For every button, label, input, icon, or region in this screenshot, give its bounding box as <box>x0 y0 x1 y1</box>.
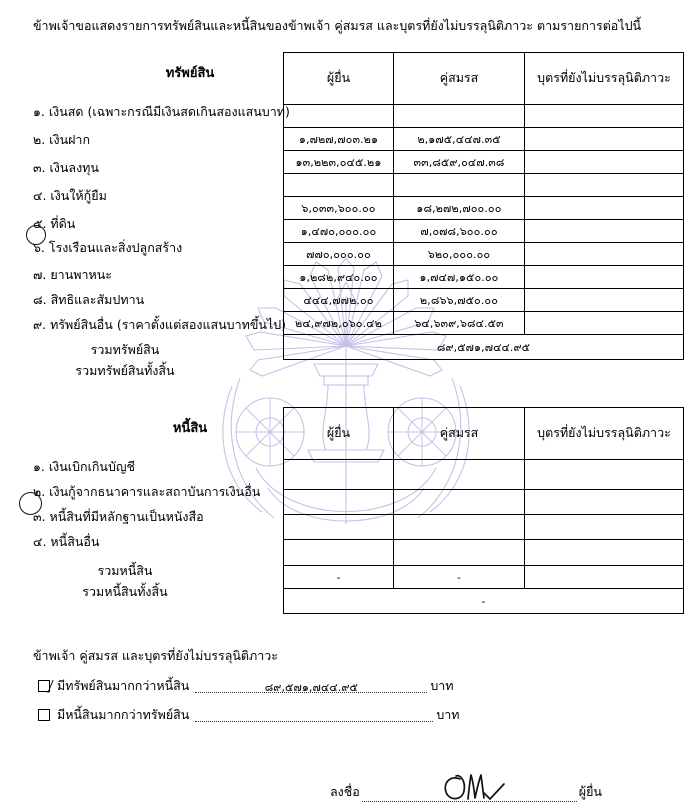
table-row <box>284 490 684 515</box>
liabilities-grand-total-label: รวมหนี้สินทั้งสิ้น <box>82 584 168 599</box>
table-row <box>284 515 684 540</box>
assets-exceed-amount-value: ๘๙,๕๗๑,๗๔๔.๙๕ <box>264 680 358 694</box>
table-row <box>284 128 684 151</box>
declaration-option-debts-row[interactable] <box>38 705 460 725</box>
asset-value-spouse: ๒,๘๖๖,๗๕๐.๐๐ <box>394 289 525 312</box>
table-row <box>284 289 684 312</box>
asset-value-spouse <box>394 105 525 128</box>
assets-total-children <box>525 312 684 335</box>
table-row <box>284 460 684 490</box>
assets-total-label: รวมทรัพย์สิน <box>90 342 160 357</box>
table-row <box>284 540 684 566</box>
signature-input-line[interactable] <box>362 788 577 802</box>
assets-table-header-row <box>284 53 684 105</box>
table-row <box>284 105 684 128</box>
liability-value-children <box>525 540 684 566</box>
liability-value-spouse <box>394 540 525 566</box>
liability-value-applicant <box>284 490 394 515</box>
assets-section-heading: ทรัพย์สิน <box>165 66 215 81</box>
signature-row <box>330 782 602 802</box>
asset-value-applicant: ๑,๒๘๒,๙๔๐.๐๐ <box>284 266 394 289</box>
asset-value-applicant: ๑,๗๒๗,๗๐๓.๒๑ <box>284 128 394 151</box>
liabilities-table <box>283 407 684 614</box>
liabilities-row-label-list <box>0 455 280 615</box>
asset-row-label: ๙. ทรัพย์สินอื่น (ราคาตั้งแต่สองแสนบาทขึ้นไป) <box>33 317 287 332</box>
liability-value-applicant <box>284 515 394 540</box>
checkbox-assets-exceed-debts[interactable] <box>38 680 50 692</box>
assets-grand-total-row <box>284 335 684 360</box>
liability-value-children <box>525 490 684 515</box>
asset-value-children <box>525 243 684 266</box>
asset-value-children <box>525 220 684 243</box>
handwritten-circle-asset-row-6 <box>26 225 46 245</box>
asset-row-label: ๗. ยานพาหนะ <box>33 267 112 282</box>
asset-value-children <box>525 174 684 197</box>
handwritten-signature <box>440 771 510 803</box>
liabilities-table-header-row <box>284 408 684 460</box>
currency-unit-label: บาท <box>436 707 460 722</box>
asset-value-applicant <box>284 105 394 128</box>
assets-grand-total-value: ๘๙,๕๗๑,๗๔๔.๙๕ <box>284 335 684 360</box>
liability-value-spouse <box>394 460 525 490</box>
asset-value-applicant: ๗๗๐,๐๐๐.๐๐ <box>284 243 394 266</box>
liability-row-label: ๔. หนี้สินอื่น <box>33 534 100 549</box>
asset-value-children <box>525 105 684 128</box>
table-row <box>284 151 684 174</box>
column-header-applicant: ผู้ยื่น <box>284 408 394 460</box>
liabilities-total-spouse: - <box>394 566 525 589</box>
liability-value-applicant <box>284 540 394 566</box>
asset-value-applicant <box>284 174 394 197</box>
asset-row-label: ๔. เงินให้กู้ยืม <box>33 188 107 203</box>
asset-value-spouse: ๑๘,๒๗๒,๗๐๐.๐๐ <box>394 197 525 220</box>
asset-value-children <box>525 197 684 220</box>
asset-value-spouse: ๖๒๐,๐๐๐.๐๐ <box>394 243 525 266</box>
asset-row-label: ๘. สิทธิและสัมปทาน <box>33 292 145 307</box>
asset-value-children <box>525 266 684 289</box>
checkbox-debts-label: มีหนี้สินมากกว่าทรัพย์สิน <box>57 707 190 722</box>
asset-value-applicant: ๔๔๔,๗๗๒.๐๐ <box>284 289 394 312</box>
checkbox-debts-exceed-assets[interactable] <box>38 709 50 721</box>
table-row <box>284 243 684 266</box>
assets-exceed-amount-field[interactable] <box>195 680 427 693</box>
column-header-applicant: ผู้ยื่น <box>284 53 394 105</box>
asset-value-spouse <box>394 174 525 197</box>
assets-total-row <box>284 312 684 335</box>
declaration-option-assets-row[interactable] <box>38 676 454 696</box>
table-row <box>284 220 684 243</box>
liability-row-label: ๓. หนี้สินที่มีหลักฐานเป็นหนังสือ <box>33 509 204 524</box>
asset-value-spouse: ๗,๐๗๘,๖๐๐.๐๐ <box>394 220 525 243</box>
liability-value-children <box>525 460 684 490</box>
currency-unit-label: บาท <box>430 678 454 693</box>
liability-value-applicant <box>284 460 394 490</box>
signature-label: ลงชื่อ <box>330 784 360 799</box>
signature-suffix-label: ผู้ยื่น <box>578 784 602 799</box>
asset-value-applicant: ๖,๐๓๓,๖๐๐.๐๐ <box>284 197 394 220</box>
asset-value-applicant: ๑,๔๗๐,๐๐๐.๐๐ <box>284 220 394 243</box>
asset-value-spouse: ๓๓,๘๕๙,๐๔๗.๓๘ <box>394 151 525 174</box>
checkbox-assets-label: มีทรัพย์สินมากกว่าหนี้สิน <box>57 678 190 693</box>
asset-value-children <box>525 289 684 312</box>
assets-total-spouse: ๖๔,๖๓๙,๖๘๔.๕๓ <box>394 312 525 335</box>
asset-value-applicant: ๑๓,๒๒๓,๐๔๕.๒๑ <box>284 151 394 174</box>
column-header-children: บุตรที่ยังไม่บรรลุนิติภาวะ <box>525 408 684 460</box>
asset-row-label: ๑. เงินสด (เฉพาะกรณีมีเงินสดเกินสองแสนบาท) <box>33 104 290 119</box>
table-row <box>284 197 684 220</box>
declaration-intro-text: ข้าพเจ้า คู่สมรส และบุตรที่ยังไม่บรรลุนิติภาวะ <box>33 648 279 663</box>
liabilities-total-row <box>284 566 684 589</box>
column-header-spouse: คู่สมรส <box>394 53 525 105</box>
asset-row-label: ๕. ที่ดิน <box>33 216 76 231</box>
debts-exceed-amount-field[interactable] <box>195 709 433 722</box>
form-intro-text: ข้าพเจ้าขอแสดงรายการทรัพย์สินและหนี้สินของข้าพเจ้า คู่สมรส และบุตรที่ยังไม่บรรลุนิติภาวะ ตามรายการต่อไปนี้ <box>33 18 642 33</box>
column-header-spouse: คู่สมรส <box>394 408 525 460</box>
assets-total-applicant: ๒๔,๙๗๒,๐๖๐.๔๒ <box>284 312 394 335</box>
liability-row-label: ๒. เงินกู้จากธนาคารและสถาบันการเงินอื่น <box>33 484 261 499</box>
asset-row-label: ๒. เงินฝาก <box>33 132 91 147</box>
liability-value-children <box>525 515 684 540</box>
asset-value-children <box>525 128 684 151</box>
table-row <box>284 266 684 289</box>
assets-grand-total-label: รวมทรัพย์สินทั้งสิ้น <box>75 363 175 378</box>
liability-value-spouse <box>394 490 525 515</box>
column-header-children: บุตรที่ยังไม่บรรลุนิติภาวะ <box>525 53 684 105</box>
liabilities-total-applicant: - <box>284 566 394 589</box>
liability-value-spouse <box>394 515 525 540</box>
liabilities-total-label: รวมหนี้สิน <box>97 563 153 578</box>
asset-value-spouse: ๒,๑๗๕,๔๔๗.๓๕ <box>394 128 525 151</box>
liabilities-total-children <box>525 566 684 589</box>
liabilities-grand-total-row <box>284 589 684 614</box>
asset-value-spouse: ๑,๗๔๗,๑๕๐.๐๐ <box>394 266 525 289</box>
handwritten-circle-liability-row-2 <box>19 492 42 515</box>
liability-row-label: ๑. เงินเบิกเกินบัญชี <box>33 459 136 474</box>
liabilities-section-heading: หนี้สิน <box>172 421 208 436</box>
table-row <box>284 174 684 197</box>
assets-table <box>283 52 684 360</box>
liabilities-grand-total-value: - <box>284 589 684 614</box>
asset-row-label: ๓. เงินลงทุน <box>33 160 99 175</box>
asset-value-children <box>525 151 684 174</box>
asset-row-label: ๖. โรงเรือนและสิ่งปลูกสร้าง <box>33 240 183 255</box>
